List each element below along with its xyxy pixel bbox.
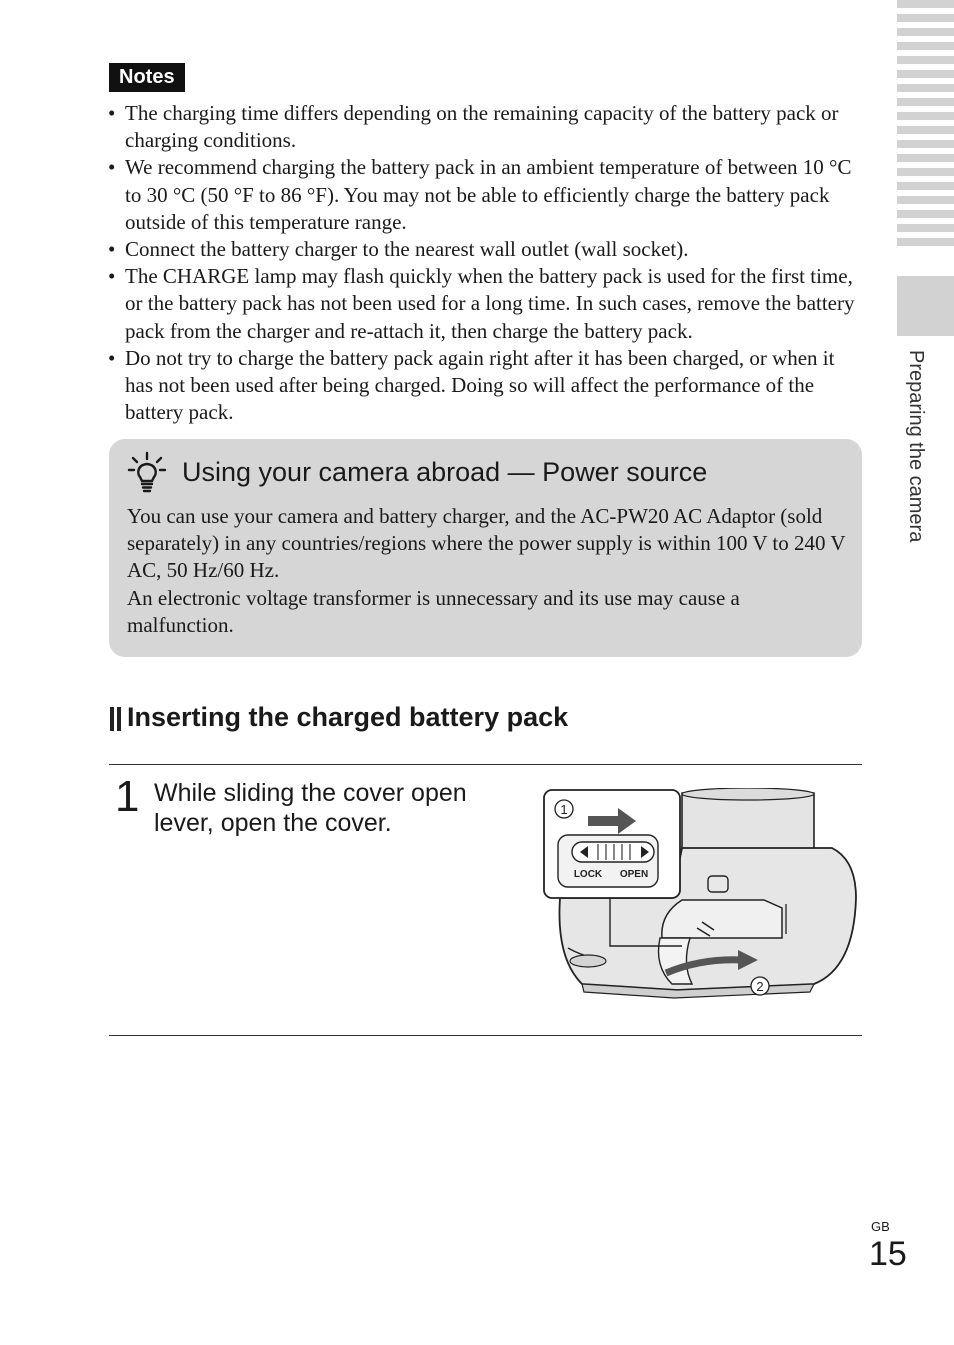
section-title: Inserting the charged battery pack bbox=[127, 702, 569, 732]
note-item: • Connect the battery charger to the nearest wall outlet (wall socket). bbox=[108, 236, 860, 263]
page-number: 15 bbox=[869, 1235, 907, 1273]
tip-body bbox=[127, 503, 847, 639]
side-tab-current-marker bbox=[897, 276, 954, 336]
region-code: GB bbox=[871, 1219, 890, 1234]
note-item: • The charging time differs depending on the remaining capacity of the battery pack or charging conditions. bbox=[108, 100, 860, 154]
lightbulb-hint-icon bbox=[127, 451, 167, 495]
side-tab-label-text: Preparing the camera bbox=[905, 350, 927, 543]
side-tab-label bbox=[897, 350, 925, 590]
lock-label: LOCK bbox=[573, 869, 603, 880]
notes-list bbox=[108, 100, 860, 426]
note-item: • The CHARGE lamp may flash quickly when the battery pack is used for the first time, or the battery pack has not been used for a long time. In such cases, remove the battery pack from the charger and re-attach it, then charge the battery pack. bbox=[108, 263, 860, 345]
callout-number-1: 1 bbox=[560, 802, 568, 817]
step-number: 1 bbox=[115, 772, 140, 821]
divider-bottom bbox=[109, 1035, 862, 1036]
tip-paragraph: You can use your camera and battery charger, and the AC-PW20 AC Adaptor (sold separately) in any countries/regions where the power supply is within 100 V to 240 V AC, 50 Hz/60 Hz. bbox=[127, 504, 846, 583]
open-label: OPEN bbox=[619, 869, 649, 880]
tip-box bbox=[109, 439, 862, 657]
note-item: • We recommend charging the battery pack in an ambient temperature of between 10 °C to 30 °C (50 °F to 86 °F). You may not be able to efficiently charge the battery pack outside of this temperature range. bbox=[108, 154, 860, 236]
tip-title: Using your camera abroad — Power source bbox=[182, 457, 708, 487]
callout-number-2: 2 bbox=[756, 979, 764, 994]
side-tab-stripes bbox=[897, 0, 954, 252]
note-item: • Do not try to charge the battery pack again right after it has been charged, or when it has not been used after being charged. Doing so will affect the performance of the battery pack. bbox=[108, 345, 860, 427]
camera-battery-cover-illustration bbox=[542, 788, 862, 1000]
divider-top bbox=[109, 764, 862, 765]
notes-badge: Notes bbox=[109, 63, 185, 92]
section-marker-icon bbox=[110, 707, 121, 731]
tip-paragraph: An electronic voltage transformer is unnecessary and its use may cause a malfunction. bbox=[127, 585, 740, 637]
step-instruction: While sliding the cover open lever, open the cover. bbox=[154, 779, 467, 837]
